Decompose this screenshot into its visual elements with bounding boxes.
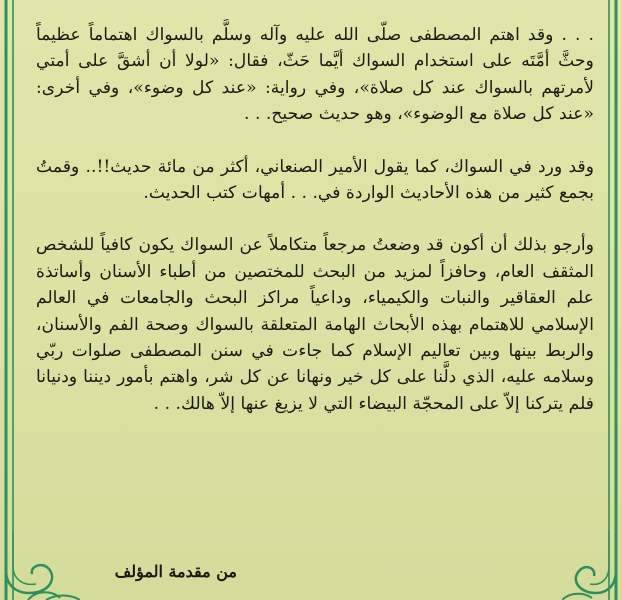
body-text: [36, 22, 594, 417]
decorative-border-left: [0, 0, 30, 600]
paragraph-purpose: وأرجو بذلك أن أكون قد وضعتُ مرجعاً متكاملاً عن السواك يكون كافياً للشخص المثقف العام، وحافزاً لمزيد من البحث للمختصين من أطباء الأسنان وأساتذة علم العقاقير والنبات والكيمياء، وداعياً مراكز البحث والجامعات في العالم الإسلامي للاهتمام بهذه الأبحاث الهامة المتعلقة بالسواك وصحة الفم والأسنان، والربط بينها وبين تعاليم الإسلام كما جاءت في سنن المصطفى صلوات ربّي وسلامه عليه، الذي دلَّنا على كل خير ونهانا عن كل شر، واهتم بأمور ديننا ودنيانا فلم يتركنا إلاّ على المحجّة البيضاء التي لا يزيغ عنها إلاّ هالك. . .: [36, 235, 594, 414]
author-attribution: من مقدمة المؤلف: [114, 562, 237, 581]
decorative-border-right: [596, 0, 622, 600]
paragraph-intro: . . . وقد اهتم المصطفى صلّى الله عليه وآله وسلَّم بالسواك اهتماماً عظيماً وحثَّ أمَّتَه على استخدام السواك أيَّما حَثّ، فقال: «لولا أن أشقَّ على أمتي لأمرتهم بالسواك عند كل صلاة»، وفي رواية: «عند كل وضوء»، وفي أخرى: «عند كل صلاة مع الوضوء»، وهو حديث صحيح. . .: [36, 25, 594, 125]
paragraph-hadith-count: وقد ورد في السواك، كما يقول الأمير الصنعاني، أكثر من مائة حديث!!.. وقمتُ بجمع كثير من هذه الأحاديث الواردة في. . . أمهات كتب الحديث.: [36, 156, 594, 204]
